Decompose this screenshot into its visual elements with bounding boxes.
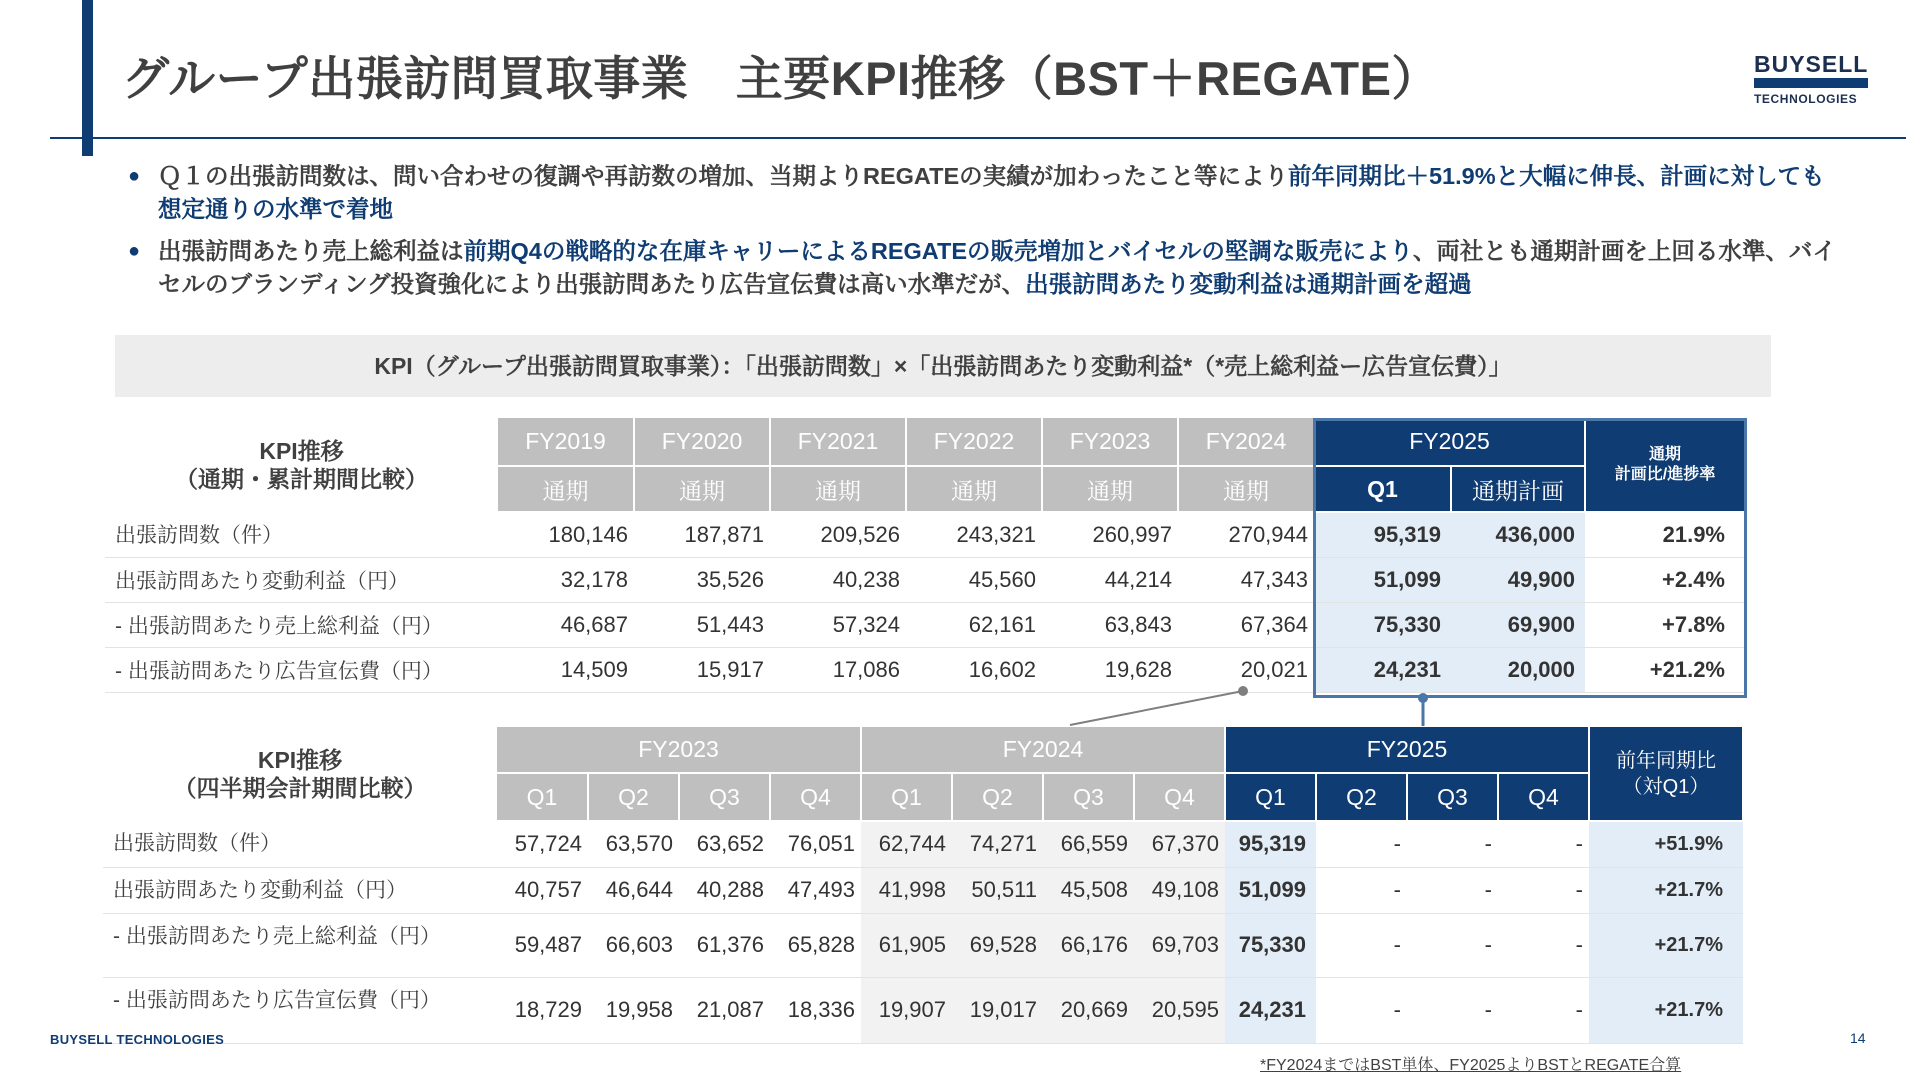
value-cell: 16,602 bbox=[906, 647, 1042, 692]
value-cell: 19,958 bbox=[588, 977, 679, 1043]
value-cell: 20,021 bbox=[1178, 647, 1314, 692]
row-label: - 出張訪問あたり売上総利益（円） bbox=[103, 913, 497, 977]
table-row bbox=[105, 512, 1745, 557]
value-cell: 46,687 bbox=[498, 602, 634, 647]
value-cell: 45,560 bbox=[906, 557, 1042, 602]
value-cell: - bbox=[1498, 977, 1589, 1043]
kpi-formula-banner: KPI（グループ出張訪問買取事業）：「出張訪問数」×「出張訪問あたり変動利益*（*売上総利益ー広告宣伝費）」 bbox=[115, 335, 1771, 397]
value-cell: 63,652 bbox=[679, 821, 770, 867]
footer-company-name: BUYSELL TECHNOLOGIES bbox=[50, 1032, 225, 1047]
value-cell: - bbox=[1407, 821, 1498, 867]
corner-subtitle: （四半期会計期間比較） bbox=[173, 775, 427, 801]
quarter-header: Q2 bbox=[1316, 773, 1407, 821]
row-label: 出張訪問数（件） bbox=[103, 821, 497, 867]
value-cell: 17,086 bbox=[770, 647, 906, 692]
annual-table-corner bbox=[105, 418, 498, 512]
bullet-highlight: 前年同期比＋51.9%と大幅に伸長、計画に対しても想定通りの水準で着地 bbox=[158, 163, 1825, 222]
row-label: 出張訪問あたり変動利益（円） bbox=[105, 557, 498, 602]
q1-cell: 24,231 bbox=[1314, 647, 1451, 692]
bullet-dot-icon: ● bbox=[128, 165, 141, 187]
connector-dot bbox=[1418, 693, 1428, 703]
value-cell: 19,628 bbox=[1042, 647, 1178, 692]
title-accent-bar bbox=[82, 0, 93, 156]
quarter-header: Q4 bbox=[1134, 773, 1225, 821]
plan-cell: 436,000 bbox=[1451, 512, 1585, 557]
row-label: - 出張訪問あたり広告宣伝費（円） bbox=[103, 977, 497, 1043]
value-cell: 45,508 bbox=[1043, 867, 1134, 913]
quarterly-table-corner bbox=[103, 727, 497, 821]
summary-bullets bbox=[128, 160, 1848, 310]
value-cell: 63,843 bbox=[1042, 602, 1178, 647]
quarter-header: Q4 bbox=[1498, 773, 1589, 821]
value-cell: - bbox=[1316, 867, 1407, 913]
period-header: 通期 bbox=[1042, 466, 1178, 512]
q1-cell: 51,099 bbox=[1225, 867, 1316, 913]
plan-cell: 20,000 bbox=[1451, 647, 1585, 692]
yoy-cell: +21.7% bbox=[1589, 913, 1743, 977]
table-row bbox=[103, 867, 1743, 913]
value-cell: 15,917 bbox=[634, 647, 770, 692]
value-cell: 35,526 bbox=[634, 557, 770, 602]
row-label: - 出張訪問あたり売上総利益（円） bbox=[105, 602, 498, 647]
value-cell: 67,370 bbox=[1134, 821, 1225, 867]
value-cell: 49,108 bbox=[1134, 867, 1225, 913]
bullet-text: Ｑ１の出張訪問数は、問い合わせの復調や再訪数の増加、当期よりREGATEの実績が加わったこと等により bbox=[158, 163, 1288, 189]
value-cell: 66,559 bbox=[1043, 821, 1134, 867]
yoy-cell: +21.7% bbox=[1589, 977, 1743, 1043]
fy2025-header: FY2025 bbox=[1225, 727, 1589, 773]
plan-cell: 69,900 bbox=[1451, 602, 1585, 647]
value-cell: - bbox=[1407, 867, 1498, 913]
bullet-text: 、両社とも通期計画を上回る水準、バイセルのブランディング投資強化により出張訪問あたり広告宣伝費は高い水準だが、 bbox=[158, 238, 1836, 297]
value-cell: 40,238 bbox=[770, 557, 906, 602]
value-cell: 47,343 bbox=[1178, 557, 1314, 602]
year-header: FY2019 bbox=[498, 418, 634, 466]
quarterly-kpi-table bbox=[103, 727, 1744, 1044]
period-header: 通期 bbox=[498, 466, 634, 512]
value-cell: 66,176 bbox=[1043, 913, 1134, 977]
quarter-header: Q1 bbox=[1225, 773, 1316, 821]
row-label: - 出張訪問あたり広告宣伝費（円） bbox=[105, 647, 498, 692]
value-cell: 19,017 bbox=[952, 977, 1043, 1043]
value-cell: 19,907 bbox=[861, 977, 952, 1043]
q1-cell: 24,231 bbox=[1225, 977, 1316, 1043]
ratio-header-line: 通期 bbox=[1648, 445, 1681, 463]
value-cell: 47,493 bbox=[770, 867, 861, 913]
value-cell: 187,871 bbox=[634, 512, 770, 557]
ratio-cell: +7.8% bbox=[1585, 602, 1745, 647]
value-cell: 62,161 bbox=[906, 602, 1042, 647]
corner-title: KPI推移 bbox=[259, 438, 344, 464]
value-cell: 61,376 bbox=[679, 913, 770, 977]
value-cell: - bbox=[1316, 913, 1407, 977]
bullet-text: 出張訪問あたり売上総利益は bbox=[158, 238, 464, 264]
period-header: 通期 bbox=[906, 466, 1042, 512]
fy2025-header: FY2025 bbox=[1314, 418, 1585, 466]
value-cell: 46,644 bbox=[588, 867, 679, 913]
value-cell: 63,570 bbox=[588, 821, 679, 867]
value-cell: 270,944 bbox=[1178, 512, 1314, 557]
year-header: FY2023 bbox=[497, 727, 861, 773]
value-cell: 41,998 bbox=[861, 867, 952, 913]
ratio-cell: 21.9% bbox=[1585, 512, 1745, 557]
quarter-header: Q3 bbox=[1407, 773, 1498, 821]
table-row bbox=[103, 821, 1743, 867]
value-cell: - bbox=[1498, 867, 1589, 913]
value-cell: 209,526 bbox=[770, 512, 906, 557]
bullet-item bbox=[128, 235, 1848, 301]
page-number: 14 bbox=[1850, 1030, 1866, 1046]
table-row bbox=[105, 557, 1745, 602]
table-row bbox=[103, 977, 1743, 1043]
value-cell: 57,724 bbox=[497, 821, 588, 867]
quarter-header: Q3 bbox=[1043, 773, 1134, 821]
connector-line bbox=[1070, 691, 1243, 725]
plan-cell: 49,900 bbox=[1451, 557, 1585, 602]
ratio-cell: +2.4% bbox=[1585, 557, 1745, 602]
yoy-cell: +51.9% bbox=[1589, 821, 1743, 867]
period-header: 通期 bbox=[770, 466, 906, 512]
value-cell: 32,178 bbox=[498, 557, 634, 602]
value-cell: 65,828 bbox=[770, 913, 861, 977]
value-cell: 76,051 bbox=[770, 821, 861, 867]
yoy-header-line: （対Q1） bbox=[1622, 775, 1710, 798]
value-cell: 20,669 bbox=[1043, 977, 1134, 1043]
value-cell: 44,214 bbox=[1042, 557, 1178, 602]
yoy-cell: +21.7% bbox=[1589, 867, 1743, 913]
value-cell: 69,528 bbox=[952, 913, 1043, 977]
table-row bbox=[105, 602, 1745, 647]
value-cell: 40,288 bbox=[679, 867, 770, 913]
bullet-dot-icon: ● bbox=[128, 240, 141, 262]
value-cell: 67,364 bbox=[1178, 602, 1314, 647]
year-header: FY2021 bbox=[770, 418, 906, 466]
annual-kpi-table bbox=[105, 418, 1746, 693]
bullet-highlight: 出張訪問あたり変動利益は通期計画を超過 bbox=[1025, 271, 1472, 297]
value-cell: 14,509 bbox=[498, 647, 634, 692]
q1-cell: 75,330 bbox=[1225, 913, 1316, 977]
value-cell: 61,905 bbox=[861, 913, 952, 977]
yoy-header-line: 前年同期比 bbox=[1616, 749, 1716, 772]
page-title: グループ出張訪問買取事業 主要KPI推移（BST＋REGATE） bbox=[122, 52, 1439, 105]
title-divider bbox=[50, 137, 1906, 139]
row-label: 出張訪問あたり変動利益（円） bbox=[103, 867, 497, 913]
value-cell: - bbox=[1316, 821, 1407, 867]
quarter-header: Q3 bbox=[679, 773, 770, 821]
year-header: FY2024 bbox=[1178, 418, 1314, 466]
value-cell: - bbox=[1316, 977, 1407, 1043]
year-header: FY2020 bbox=[634, 418, 770, 466]
logo-bar bbox=[1754, 78, 1868, 88]
quarter-header: Q1 bbox=[497, 773, 588, 821]
q1-header: Q1 bbox=[1314, 466, 1451, 512]
value-cell: - bbox=[1498, 913, 1589, 977]
value-cell: - bbox=[1407, 913, 1498, 977]
q1-cell: 75,330 bbox=[1314, 602, 1451, 647]
corner-title: KPI推移 bbox=[257, 747, 343, 773]
ratio-header-line: 計画比/進捗率 bbox=[1614, 465, 1716, 483]
value-cell: 20,595 bbox=[1134, 977, 1225, 1043]
logo-text-buysell: BUYSELL bbox=[1754, 51, 1869, 77]
plan-ratio-header bbox=[1585, 418, 1745, 512]
company-logo bbox=[1754, 52, 1868, 106]
value-cell: 74,271 bbox=[952, 821, 1043, 867]
q1-cell: 95,319 bbox=[1314, 512, 1451, 557]
quarter-header: Q2 bbox=[952, 773, 1043, 821]
value-cell: 260,997 bbox=[1042, 512, 1178, 557]
plan-header: 通期計画 bbox=[1451, 466, 1585, 512]
value-cell: 243,321 bbox=[906, 512, 1042, 557]
year-header: FY2024 bbox=[861, 727, 1225, 773]
value-cell: 66,603 bbox=[588, 913, 679, 977]
yoy-header bbox=[1589, 727, 1743, 821]
quarter-header: Q1 bbox=[861, 773, 952, 821]
table-row bbox=[103, 913, 1743, 977]
value-cell: - bbox=[1498, 821, 1589, 867]
corner-subtitle: （通期・累計期間比較） bbox=[175, 466, 428, 492]
row-label: 出張訪問数（件） bbox=[105, 512, 498, 557]
value-cell: 18,729 bbox=[497, 977, 588, 1043]
footnote: *FY2024まではBST単体、FY2025よりBSTとREGATE合算 bbox=[1260, 1057, 1682, 1074]
bullet-highlight: 前期Q4の戦略的な在庫キャリーによるREGATEの販売増加とバイセルの堅調な販売により bbox=[463, 238, 1413, 264]
quarter-header: Q2 bbox=[588, 773, 679, 821]
value-cell: 180,146 bbox=[498, 512, 634, 557]
value-cell: 51,443 bbox=[634, 602, 770, 647]
value-cell: 62,744 bbox=[861, 821, 952, 867]
value-cell: 40,757 bbox=[497, 867, 588, 913]
value-cell: 50,511 bbox=[952, 867, 1043, 913]
q1-cell: 95,319 bbox=[1225, 821, 1316, 867]
bullet-item bbox=[128, 160, 1848, 226]
value-cell: 57,324 bbox=[770, 602, 906, 647]
quarter-header: Q4 bbox=[770, 773, 861, 821]
period-header: 通期 bbox=[634, 466, 770, 512]
value-cell: 18,336 bbox=[770, 977, 861, 1043]
period-header: 通期 bbox=[1178, 466, 1314, 512]
value-cell: 69,703 bbox=[1134, 913, 1225, 977]
table-row bbox=[105, 647, 1745, 692]
year-header: FY2023 bbox=[1042, 418, 1178, 466]
value-cell: 21,087 bbox=[679, 977, 770, 1043]
q1-cell: 51,099 bbox=[1314, 557, 1451, 602]
value-cell: - bbox=[1407, 977, 1498, 1043]
logo-text-technologies: TECHNOLOGIES bbox=[1754, 92, 1858, 106]
value-cell: 59,487 bbox=[497, 913, 588, 977]
ratio-cell: +21.2% bbox=[1585, 647, 1745, 692]
year-header: FY2022 bbox=[906, 418, 1042, 466]
